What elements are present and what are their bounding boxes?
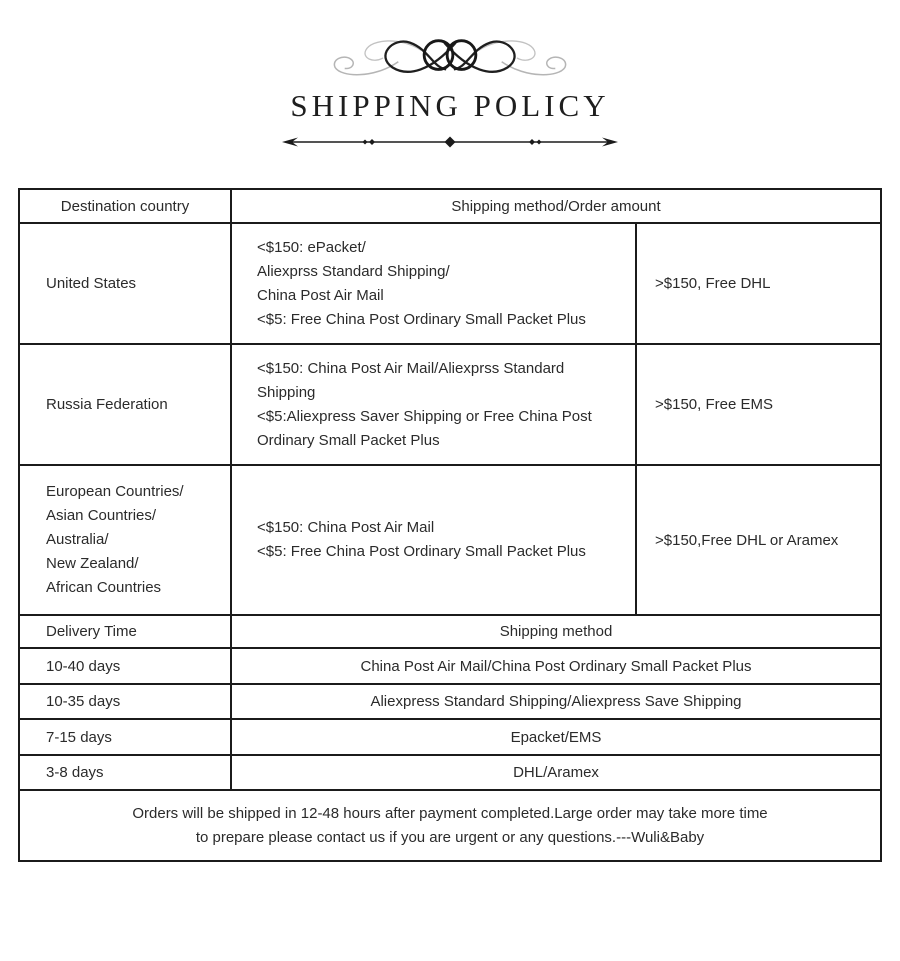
footer-note-line: to prepare please contact us if you are urgent or any questions.---Wuli&Baby (195, 828, 705, 846)
cell-days: 10-35 days (19, 684, 231, 719)
cell-methods: Epacket/EMS (231, 719, 881, 755)
method-line: Shipping (257, 383, 316, 401)
method-line: Aliexprss Standard Shipping/ (257, 262, 450, 280)
cell-days: 3-8 days (19, 755, 231, 790)
method-line: <$5: Free China Post Ordinary Small Packet Plus (257, 543, 586, 560)
delivery-header-row (19, 615, 881, 648)
divider-ornament (282, 134, 618, 150)
col-header-shipping-method: Shipping method (231, 615, 881, 648)
method-line: Ordinary Small Packet Plus (257, 431, 440, 449)
method-line: <$5:Aliexpress Saver Shipping or Free China Post (257, 407, 592, 425)
shipping-policy-page (0, 28, 900, 862)
method-line: China Post Air Mail (257, 286, 384, 304)
country-line: African Countries (46, 579, 162, 596)
shipping-policy-table (18, 188, 882, 862)
col-header-delivery-time: Delivery Time (19, 615, 231, 648)
cell-country: United States (19, 223, 231, 344)
method-line: <$150: China Post Air Mail (257, 519, 435, 536)
cell-country (19, 465, 231, 615)
cell-over-amount: >$150, Free DHL (636, 223, 881, 344)
country-line: European Countries/ (46, 483, 184, 500)
delivery-row (19, 719, 881, 755)
footer-note-row (19, 790, 881, 861)
col-header-destination-country: Destination country (19, 189, 231, 223)
footer-note (19, 790, 881, 861)
cell-shipping-methods (231, 465, 636, 615)
cell-days: 10-40 days (19, 648, 231, 684)
cell-methods: China Post Air Mail/China Post Ordinary Small Packet Plus (231, 648, 881, 684)
footer-note-line: Orders will be shipped in 12-48 hours after payment completed.Large order may take more time (132, 804, 768, 822)
cell-over-amount: >$150,Free DHL or Aramex (636, 465, 881, 615)
country-line: Australia/ (46, 531, 109, 548)
cell-methods: DHL/Aramex (231, 755, 881, 790)
delivery-row (19, 684, 881, 719)
page-title: SHIPPING POLICY (290, 88, 610, 123)
country-line: New Zealand/ (46, 555, 139, 572)
country-line: Asian Countries/ (46, 507, 157, 524)
cell-methods: Aliexpress Standard Shipping/Aliexpress Save Shipping (231, 684, 881, 719)
method-line: <$5: Free China Post Ordinary Small Packet Plus (257, 310, 586, 328)
method-line: <$150: ePacket/ (257, 238, 366, 256)
cell-days: 7-15 days (19, 719, 231, 755)
table-row-european-countries (19, 465, 881, 615)
delivery-row (19, 755, 881, 790)
table-row-russia-federation (19, 344, 881, 465)
delivery-row (19, 648, 881, 684)
table-header-row (19, 189, 881, 223)
cell-over-amount: >$150, Free EMS (636, 344, 881, 465)
col-header-shipping-method-order-amount: Shipping method/Order amount (231, 189, 881, 223)
cell-country: Russia Federation (19, 344, 231, 465)
flourish-ornament (316, 28, 584, 84)
cell-shipping-methods (231, 223, 636, 344)
method-line: <$150: China Post Air Mail/Aliexprss Standard (257, 359, 565, 377)
cell-shipping-methods (231, 344, 636, 465)
table-row-united-states (19, 223, 881, 344)
